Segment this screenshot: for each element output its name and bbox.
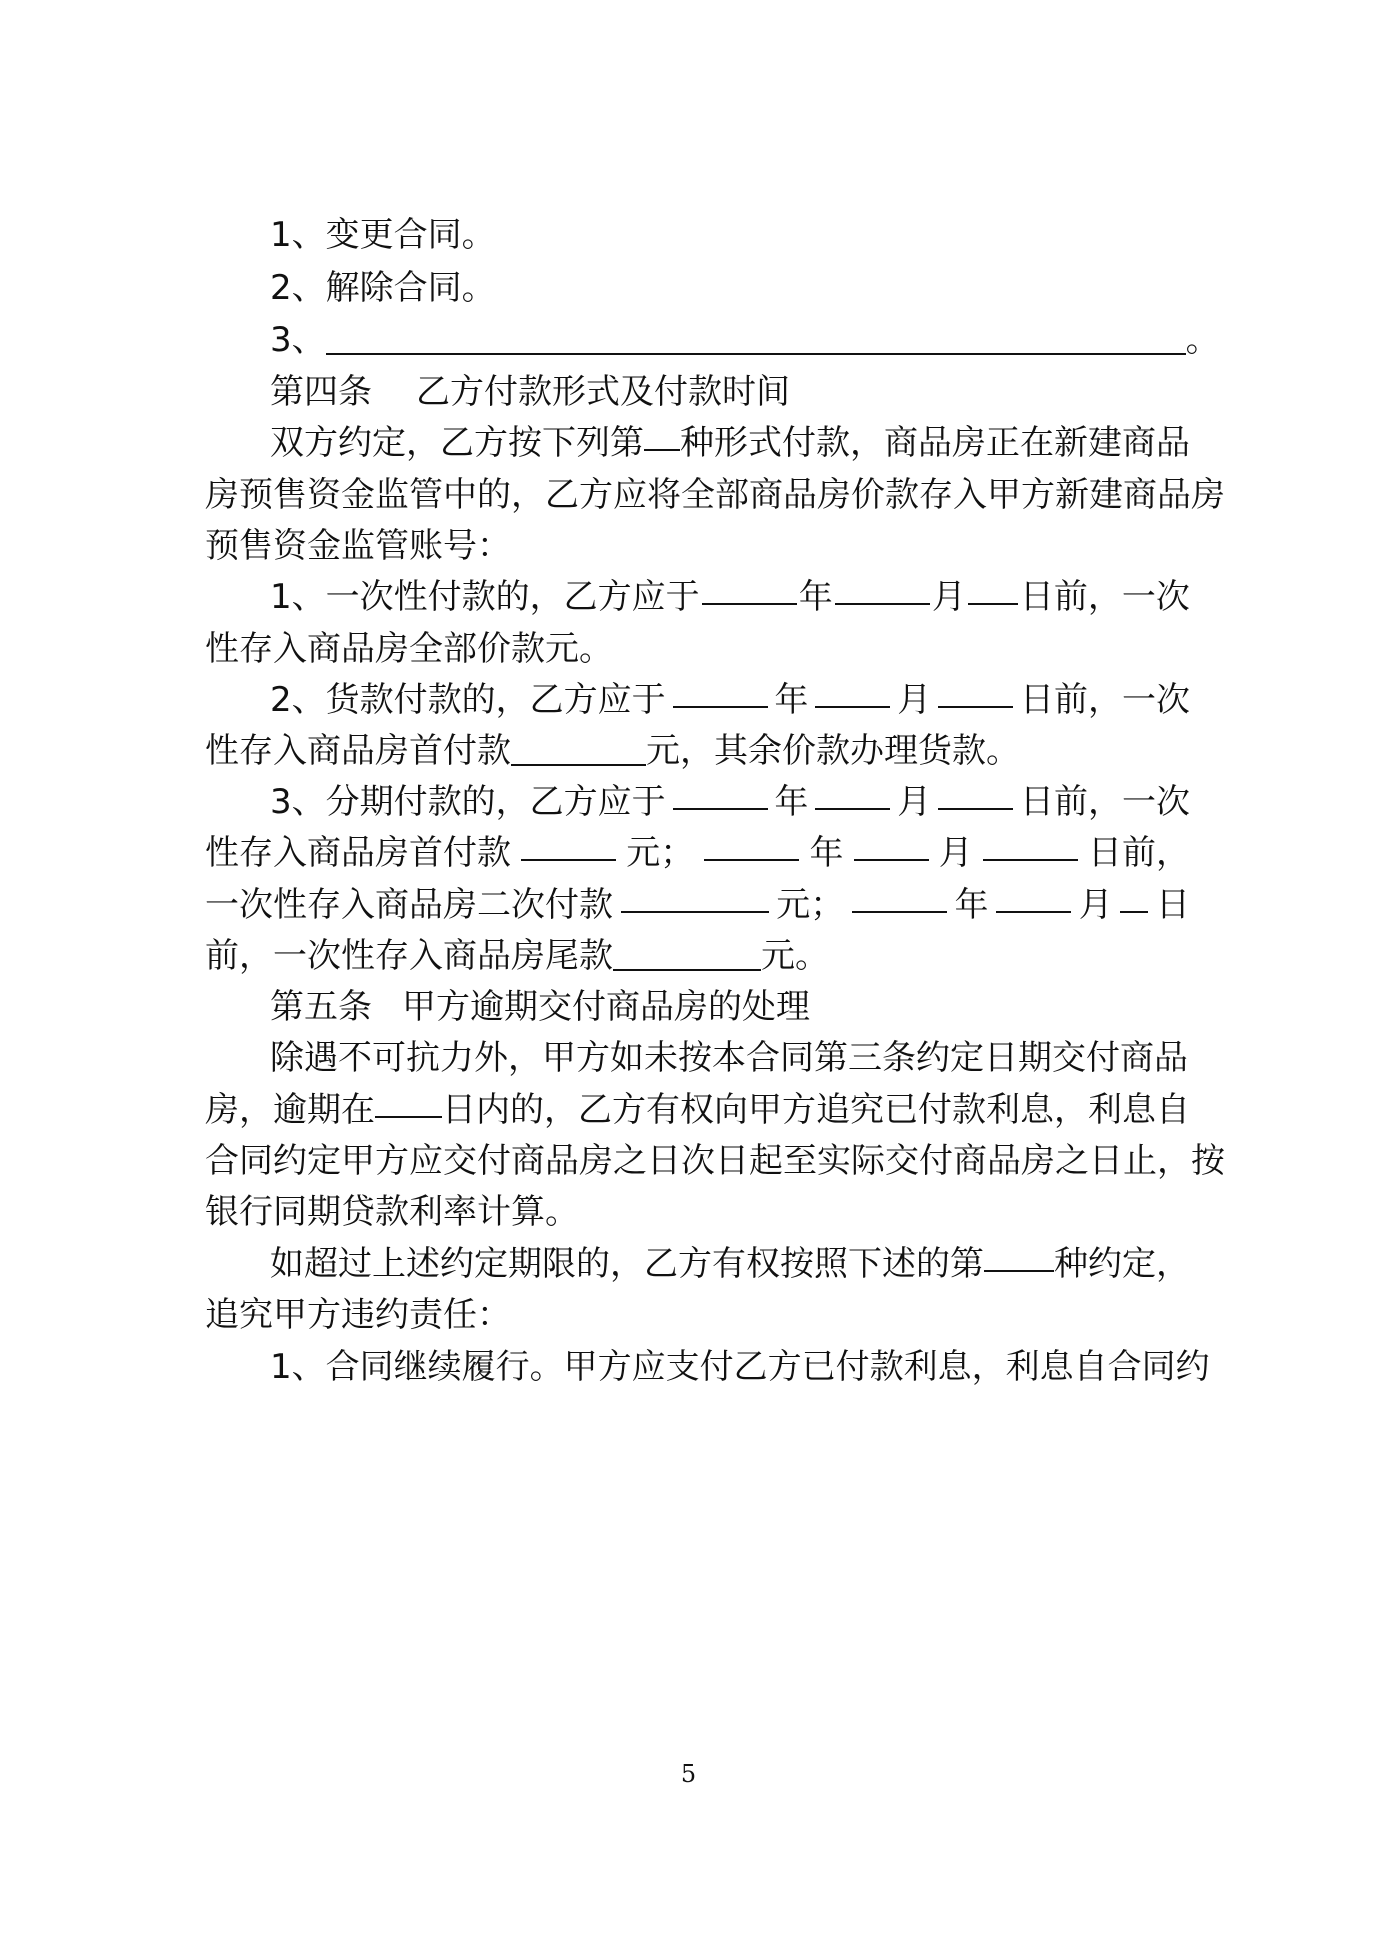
text-line xyxy=(270,258,1190,318)
blank-field xyxy=(938,772,1013,810)
line-text: 种约定， xyxy=(1054,1244,1190,1284)
line-text: 双方约定，乙方按下列第 xyxy=(270,423,644,463)
line-text: 2、解除合同。 xyxy=(270,268,496,308)
line-text: 月 xyxy=(897,680,932,720)
blank-field xyxy=(511,728,646,766)
line-text: 月 xyxy=(938,833,973,873)
line-text: 追究甲方违约责任： xyxy=(205,1295,511,1335)
blank-field xyxy=(613,933,761,971)
line-text: 年 xyxy=(954,885,989,925)
blank-field xyxy=(326,317,1186,355)
line-text: 合同约定甲方应交付商品房之日次日起至实际交付商品房之日止，按 xyxy=(205,1141,1225,1181)
text-line xyxy=(270,1337,1210,1397)
line-text: 预售资金监管账号： xyxy=(205,526,511,566)
line-text: 1、合同继续履行。甲方应支付乙方已付款利息，利息自合同约 xyxy=(270,1347,1210,1387)
line-text: 1、一次性付款的，乙方应于 xyxy=(270,577,700,617)
blank-field xyxy=(983,823,1078,861)
line-text: 1、变更合同。 xyxy=(270,215,496,255)
blank-field xyxy=(835,567,930,605)
line-text: 年 xyxy=(774,680,809,720)
heading-number: 第五条 xyxy=(270,987,372,1027)
text-line xyxy=(270,205,1190,265)
blank-field xyxy=(1120,875,1148,913)
line-text: 年 xyxy=(774,782,809,822)
text-line xyxy=(205,1285,1190,1345)
text-line xyxy=(270,567,1190,627)
blank-field xyxy=(702,567,797,605)
line-text: 2、货款付款的，乙方应于 xyxy=(270,680,666,720)
line-text: 银行同期贷款利率计算。 xyxy=(205,1192,579,1232)
blank-field xyxy=(673,670,768,708)
heading-number: 第四条 xyxy=(270,372,372,412)
page-number: 5 xyxy=(680,1760,697,1788)
line-text: 日前，一次 xyxy=(1019,782,1190,822)
heading-title: 甲方逾期交付商品房的处理 xyxy=(402,987,810,1027)
line-text: 性存入商品房首付款 xyxy=(205,833,511,873)
line-text: 一次性存入商品房二次付款 xyxy=(205,885,613,925)
line-text: 3、分期付款的，乙方应于 xyxy=(270,782,666,822)
line-text: 日前，一次 xyxy=(1019,577,1190,617)
line-text: 日 xyxy=(1156,885,1190,925)
text-line xyxy=(270,413,1190,473)
blank-field xyxy=(852,875,947,913)
line-text: 。 xyxy=(1185,320,1220,360)
blank-field xyxy=(375,1080,442,1118)
blank-field xyxy=(621,875,769,913)
line-text: 元； xyxy=(626,833,695,873)
line-text: 日内的，乙方有权向甲方追究已付款利息，利息自 xyxy=(442,1090,1190,1130)
blank-field xyxy=(996,875,1071,913)
blank-field xyxy=(984,1234,1054,1272)
line-text: 日前， xyxy=(1088,833,1190,873)
blank-field xyxy=(938,670,1013,708)
line-text: 除遇不可抗力外，甲方如未按本合同第三条约定日期交付商品 xyxy=(270,1038,1188,1078)
line-text: 前，一次性存入商品房尾款 xyxy=(205,936,613,976)
line-text: 元，其余价款办理货款。 xyxy=(646,731,1020,771)
line-text: 房预售资金监管中的，乙方应将全部商品房价款存入甲方新建商品房 xyxy=(205,475,1225,515)
line-text: 种形式付款，商品房正在新建商品 xyxy=(680,423,1190,463)
line-text: 月 xyxy=(931,577,966,617)
heading-title: 乙方付款形式及付款时间 xyxy=(416,372,790,412)
line-text: 如超过上述约定期限的，乙方有权按照下述的第 xyxy=(270,1244,984,1284)
line-text: 元。 xyxy=(761,936,829,976)
line-text: 性存入商品房首付款 xyxy=(205,731,511,771)
text-line xyxy=(270,1028,1190,1088)
line-text: 3、 xyxy=(270,320,326,360)
text-line xyxy=(205,823,1190,883)
line-text: 性存入商品房全部价款元。 xyxy=(205,629,613,669)
line-text: 月 xyxy=(897,782,932,822)
blank-field xyxy=(673,772,768,810)
line-text: 房，逾期在 xyxy=(205,1090,375,1130)
line-text: 年 xyxy=(798,577,833,617)
blank-field xyxy=(521,823,616,861)
blank-field xyxy=(815,670,890,708)
text-line xyxy=(205,1182,1190,1242)
text-line xyxy=(270,310,1220,370)
blank-field xyxy=(644,413,680,451)
line-text: 元； xyxy=(776,885,845,925)
line-text: 月 xyxy=(1078,885,1113,925)
line-text: 年 xyxy=(809,833,844,873)
blank-field xyxy=(815,772,890,810)
line-text: 日前，一次 xyxy=(1019,680,1190,720)
blank-field xyxy=(704,823,799,861)
blank-field xyxy=(968,567,1018,605)
blank-field xyxy=(854,823,929,861)
